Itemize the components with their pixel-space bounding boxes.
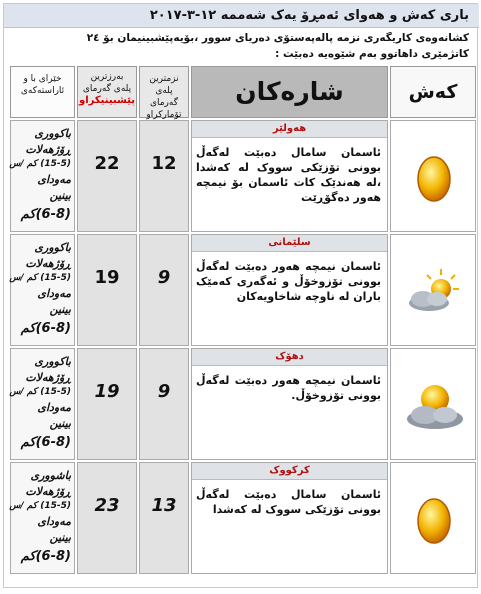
city-cell <box>191 462 388 574</box>
max-temp: 22 <box>94 153 120 174</box>
max-temp: 19 <box>94 381 120 402</box>
visibility-label-2: بینین <box>49 189 71 202</box>
max-temp: 23 <box>94 495 120 516</box>
wind-speed: (15-5) کم /س <box>9 159 71 169</box>
header-min <box>139 66 189 118</box>
sun-icon <box>401 151 467 207</box>
city-description: ئاسمان سامال دەبێت لەگەڵ بوونی تۆزێکی سووک لە کەشدا <box>196 488 381 516</box>
wind-direction: باشووری <box>30 469 71 482</box>
header-cities: شارەکان <box>191 66 388 118</box>
max-temp: 19 <box>94 267 120 288</box>
weather-cell <box>390 462 476 574</box>
city-description: ئاسمان نیمچە هەور دەبێت لەگەڵ بوونی تۆزوخۆڵ. <box>196 374 381 402</box>
wind-direction: باکووری <box>34 127 71 140</box>
visibility-value: (6-8)کم <box>20 207 71 222</box>
city-name: هەولێر <box>192 121 387 138</box>
visibility-value: (6-8)کم <box>20 321 71 336</box>
visibility-label-2: بینین <box>49 531 71 544</box>
wind-cell <box>10 120 75 232</box>
sun-icon <box>401 493 467 549</box>
min-temp: 9 <box>157 267 171 288</box>
city-description: ئاسمان نیمچە هەور دەبێت لەگەڵ بوونی تۆزوخۆڵ و ئەگەری کەمێک باران لە ناوچە شاخاویەکان <box>196 260 381 303</box>
header-wind-line1: خێرای با و <box>23 74 62 84</box>
wind-direction-2: ڕۆژهەلات <box>25 371 71 384</box>
visibility-label-2: بینین <box>49 417 71 430</box>
table-row <box>10 348 476 460</box>
wind-direction-2: ڕۆژهەلات <box>25 485 71 498</box>
page-title: باری کەش و هەوای ئەمڕۆ یەک شەممە ١٢-٣-٢٠١٧ <box>4 4 479 28</box>
max-temp-cell <box>77 234 137 346</box>
subtitle-line-2: کاتژمێری داهاتوو بەم شێوەیە دەبێت : <box>275 48 469 60</box>
table-row <box>10 234 476 346</box>
wind-speed: (15-5) کم /س <box>9 387 71 397</box>
table-row <box>10 462 476 574</box>
visibility-label: مەودای <box>37 173 71 186</box>
wind-cell <box>10 234 75 346</box>
visibility-label-2: بینین <box>49 303 71 316</box>
weather-cell <box>390 234 476 346</box>
header-min-line1: نزمترین پلەی <box>149 74 179 96</box>
min-temp: 13 <box>151 495 177 516</box>
city-name: کرکووک <box>192 463 387 480</box>
header-weather: کەش <box>390 66 476 118</box>
weather-cell <box>390 120 476 232</box>
min-temp-cell <box>139 120 189 232</box>
visibility-label: مەودای <box>37 515 71 528</box>
city-name: دهۆک <box>192 349 387 366</box>
weather-cell <box>390 348 476 460</box>
min-temp: 12 <box>151 153 177 174</box>
wind-speed: (15-5) کم /س <box>9 501 71 511</box>
wind-cell <box>10 462 75 574</box>
max-temp-cell <box>77 462 137 574</box>
visibility-label: مەودای <box>37 287 71 300</box>
min-temp-cell <box>139 234 189 346</box>
header-max-line3: پێشبینیکراو <box>78 95 136 106</box>
sun-cloud-icon <box>401 379 467 435</box>
bulletin-frame <box>3 3 478 588</box>
header-max-line1: بەرزترین <box>90 72 124 82</box>
visibility-value: (6-8)کم <box>20 435 71 450</box>
header-max <box>77 66 137 118</box>
wind-direction-2: ڕۆژهەلات <box>25 143 71 156</box>
wind-direction: باکووری <box>34 355 71 368</box>
header-wind <box>10 66 75 118</box>
city-cell <box>191 120 388 232</box>
subtitle-line-1: کشانەوەی کاریگەری نزمە پالەپەستۆی دەریای سوور ،بۆیەپێشبینیمان بۆ ٢٤ <box>86 32 469 44</box>
city-cell <box>191 348 388 460</box>
max-temp-cell <box>77 120 137 232</box>
wind-direction: باکووری <box>34 241 71 254</box>
city-cell <box>191 234 388 346</box>
min-temp-cell <box>139 462 189 574</box>
wind-cell <box>10 348 75 460</box>
visibility-label: مەودای <box>37 401 71 414</box>
header-max-line2: پلەی گەرمای <box>82 84 132 94</box>
max-temp-cell <box>77 348 137 460</box>
wind-speed: (15-5) کم /س <box>9 273 71 283</box>
visibility-value: (6-8)کم <box>20 549 71 564</box>
min-temp: 9 <box>157 381 171 402</box>
header-wind-line2: ئاراستەکەی <box>20 86 65 96</box>
table-row <box>10 120 476 232</box>
city-description: ئاسمان سامال دەبێت لەگەڵ بوونی تۆزێکی سووک لە کەشدا ،لە هەندێک کات ئاسمان بۆ نیمچە هەور دەگۆڕێت <box>196 146 381 204</box>
sun-cloud-rain-icon <box>401 265 467 321</box>
wind-direction-2: ڕۆژهەلات <box>25 257 71 270</box>
min-temp-cell <box>139 348 189 460</box>
city-name: سلێمانی <box>192 235 387 252</box>
header-min-line3: تۆمارکراو <box>146 110 182 120</box>
forecast-table <box>10 66 476 588</box>
header-min-line2: گەرمای <box>149 98 179 108</box>
